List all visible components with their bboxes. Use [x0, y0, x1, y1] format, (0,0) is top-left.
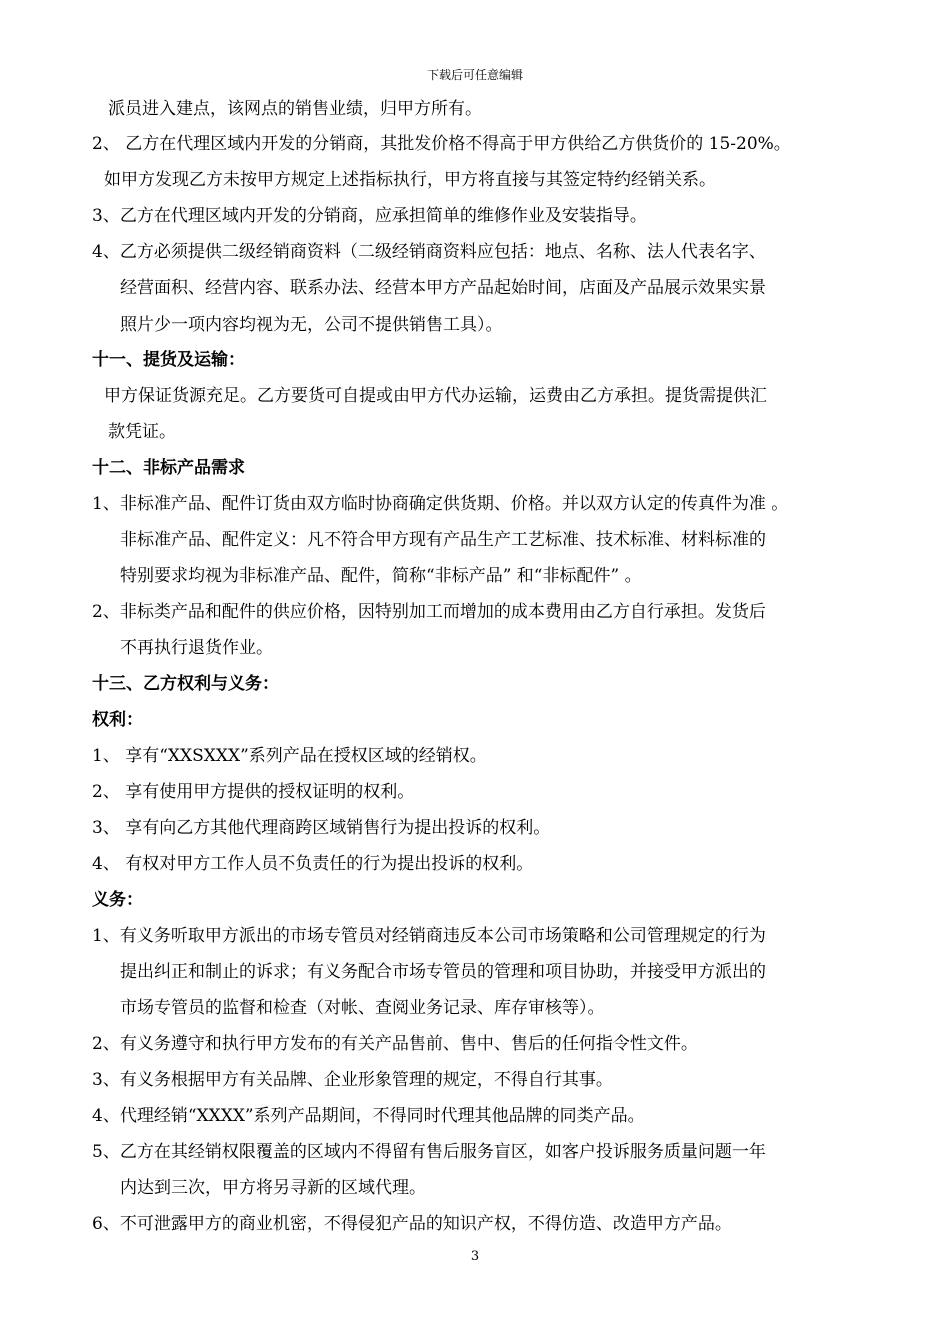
body-line: 市场专管员的监督和检查（对帐、查阅业务记录、库存审核等）。	[120, 998, 605, 1018]
body-line: 特别要求均视为非标准产品、配件，简称“非标产品” 和“非标配件” 。	[120, 566, 642, 586]
body-line: 5、乙方在其经销权限覆盖的区域内不得留有售后服务盲区，如客户投诉服务质量问题一年	[92, 1142, 766, 1162]
body-line: 4、 有权对甲方工作人员不负责任的行为提出投诉的权利。	[92, 854, 534, 874]
subsection-heading: 权利：	[92, 710, 143, 730]
body-line: 非标准产品、配件定义：凡不符合甲方现有产品生产工艺标准、技术标准、材料标准的	[120, 530, 766, 550]
section-heading: 十一、提货及运输：	[92, 350, 245, 370]
section-heading: 十三、乙方权利与义务：	[92, 674, 279, 694]
subsection-heading: 义务：	[92, 890, 143, 910]
body-line: 3、乙方在代理区域内开发的分销商，应承担简单的维修作业及安装指导。	[92, 206, 647, 226]
body-line: 甲方保证货源充足。乙方要货可自提或由甲方代办运输，运费由乙方承担。提货需提供汇	[104, 386, 767, 406]
body-line: 提出纠正和制止的诉求；有义务配合市场专管员的管理和项目协助，并接受甲方派出的	[120, 962, 766, 982]
body-line: 1、非标准产品、配件订货由双方临时协商确定供货期、价格。并以双方认定的传真件为准 。	[92, 494, 789, 514]
body-line: 2、有义务遵守和执行甲方发布的有关产品售前、售中、售后的任何指令性文件。	[92, 1034, 698, 1054]
body-line: 款凭证。	[108, 422, 176, 442]
page-number: 3	[470, 1249, 480, 1264]
body-line: 2、 享有使用甲方提供的授权证明的权利。	[92, 782, 415, 802]
body-line: 不再执行退货作业。	[120, 638, 273, 658]
body-line: 4、代理经销“XXXX”系列产品期间，不得同时代理其他品牌的同类产品。	[92, 1106, 645, 1126]
body-line: 2、 乙方在代理区域内开发的分销商，其批发价格不得高于甲方供给乙方供货价的 15-20%。	[92, 134, 791, 154]
body-line: 内达到三次，甲方将另寻新的区域代理。	[120, 1178, 426, 1198]
body-line: 派员进入建点，该网点的销售业绩，归甲方所有。	[108, 99, 482, 119]
body-line: 3、 享有向乙方其他代理商跨区域销售行为提出投诉的权利。	[92, 818, 551, 838]
body-line: 6、不可泄露甲方的商业机密，不得侵犯产品的知识产权，不得仿造、改造甲方产品。	[92, 1214, 732, 1234]
section-heading: 十二、非标产品需求	[92, 458, 245, 478]
body-line: 1、有义务听取甲方派出的市场专管员对经销商违反本公司市场策略和公司管理规定的行为	[92, 926, 766, 946]
body-line: 3、有义务根据甲方有关品牌、企业形象管理的规定，不得自行其事。	[92, 1070, 613, 1090]
body-line: 1、 享有“XXSXXX”系列产品在授权区域的经销权。	[92, 746, 487, 766]
body-line: 照片少一项内容均视为无，公司不提供销售工具）。	[120, 315, 503, 335]
page-header: 下载后可任意编辑	[426, 68, 523, 82]
body-line: 4、乙方必须提供二级经销商资料（二级经销商资料应包括：地点、名称、法人代表名字、	[92, 242, 766, 262]
body-line: 如甲方发现乙方未按甲方规定上述指标执行，甲方将直接与其签定特约经销关系。	[104, 170, 716, 190]
body-line: 2、非标类产品和配件的供应价格，因特别加工而增加的成本费用由乙方自行承担。发货后	[92, 602, 766, 622]
body-line: 经营面积、经营内容、联系办法、经营本甲方产品起始时间，店面及产品展示效果实景	[120, 278, 766, 298]
